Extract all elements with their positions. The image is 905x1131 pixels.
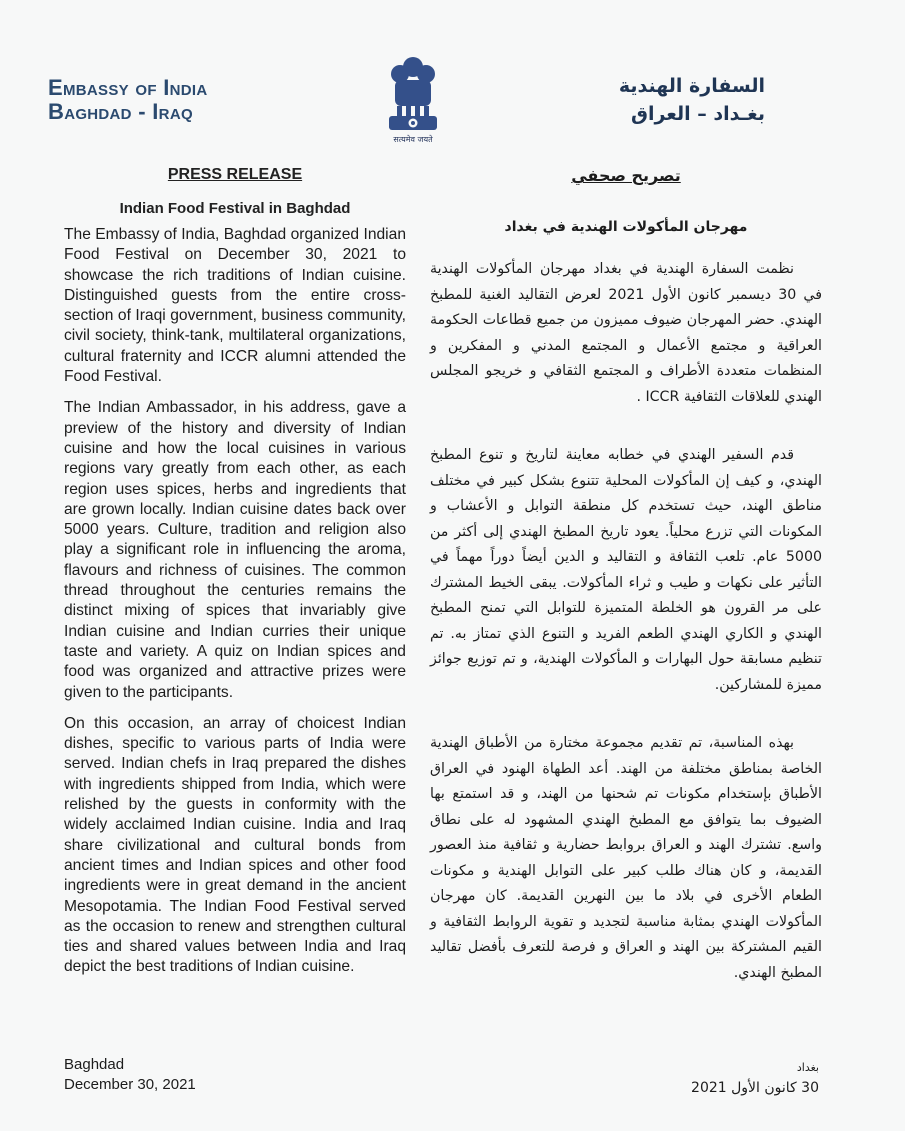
press-release-title-arabic: تصريح صحفي [571,166,681,185]
body-paragraph-arabic: نظمت السفارة الهندية في بغداد مهرجان المأكولات الهندية في 30 ديسمبر كانون الأول 2021 لعرض التقاليد الغنية للمطبخ الهندي. حضر المهرجان ضيوف مميزون من جميع قطاعات الحكومة العراقية و مجتمع الأعمال و المجتمع المدني و المفكرين و المنظمات متعددة الأطراف و المجتمع الثقافي و خريجو المجلس الهندي للعلاقات الثقافية ICCR . [430,261,822,405]
date: December 30, 2021 [64,1076,196,1093]
english-column [64,166,406,989]
press-release-subtitle: Indian Food Festival in Baghdad [119,200,351,217]
date-arabic: 30 كانون الأول 2021 [691,1080,819,1096]
body-paragraph-arabic: بهذه المناسبة، تم تقديم مجموعة مختارة من الأطباق الهندية الخاصة بمناطق مختلفة من الهند. أعد الطهاة الهنود في العراق الأطباق بإستخدام مكونات تم شحنها من الهند، و قد استمتع بها الضيوف بما يتوافق مع المطبخ الهندي المشهود له على نطاق واسع. تشترك الهند و العراق بروابط حضارية و ثقافية منذ العصور القديمة، و كان هناك طلب كبير على التوابل الهندية و مكونات الطعام الأخرى في بلاد ما بين النهرين القديمة. كان مهرجان المأكولات الهندي بمثابة مناسبة لتجديد و تقوية الروابط الثقافية و القيم المشتركة بين الهند و العراق و فرصة للتعرف بأفضل تقاليد المطبخ الهندي. [430,735,822,981]
embassy-location-arabic: بغـداد – العراق [630,103,765,125]
emblem-motto: सत्यमेव जयते [393,135,433,144]
place: Baghdad [64,1056,125,1073]
letterhead-arabic [619,72,765,128]
signature-block [64,1055,196,1095]
body-paragraph-arabic: قدم السفير الهندي في خطابه معاينة لتاريخ و تنوع المطبخ الهندي، و كيف إن المأكولات المحلية تتنوع بشكل كبير في مختلف مناطق الهند، حيث تستخدم كل منطقة التوابل و الأعشاب و المكونات التي تزرع محلياً. يعود تاريخ المطبخ الهندي إلى أكثر من 5000 عام. تلعب الثقافة و التقاليد و الدين أيضاً دوراً مهماً في التأثير على نكهات و طيب و ثراء المأكولات. يبقى الخيط المشترك على مر القرون هو الخلطة المتميزة للتوابل التي تمنح المطبخ الهندي و الكاري الهندي الطعم الفريد و التنوع الذي تمتاز به. تم تنظيم مسابقة حول البهارات و المأكولات الهندية، و تم توزيع جوائز مميزة للمشاركين. [430,447,822,693]
signature-block-arabic [691,1058,819,1098]
body-paragraph: The Indian Ambassador, in his address, gave a preview of the history and diversity of Indian cuisine and how the local cuisines in various regions vary greatly from each other, as each region uses spices, herbs and ingredients that are grown locally. Indian cuisine dates back over 5000 years. Culture, tradition and religion also play a significant role in influencing the aroma, flavours and richness of cuisines. The common thread throughout the centuries remains the distinct mixing of spices that invariably give Indian cuisine and Indian curries their unique taste and variety. A quiz on Indian spices and food was organized and attractive prizes were given to the participants. [64,399,406,701]
place-arabic: بغداد [796,1061,819,1074]
press-release-title: PRESS RELEASE [167,166,303,183]
lion-capital-emblem-icon [373,54,453,146]
embassy-name: Embassy of India [48,75,208,100]
embassy-name-arabic: السفارة الهندية [618,75,765,97]
arabic-column [430,166,822,1019]
letterhead-english [48,76,207,124]
body-paragraph: On this occasion, an array of choicest Indian dishes, specific to various parts of India were served. Indian chefs in Iraq prepared the dishes with ingredients shipped from India, which were relished by the guests in conformity with the widely acclaimed Indian cuisine. India and Iraq share civilizational and cultural bonds from ancient times and Indian spices and other food ingredients were in great demand in the ancient Mesopotamia. The Indian Food Festival served as the occasion to renew and strengthen cultural ties and shared values between India and Iraq depict the best traditions of Indian cuisine. [64,714,406,976]
body-paragraph: The Embassy of India, Baghdad organized Indian Food Festival on December 30, 2021 to showcase the rich traditions of Indian cuisine. Distinguished guests from the entire cross-section of Iraqi government, business community, civil society, think-tank, multilateral organizations, cultural fraternity and ICCR alumni attended the Food Festival. [64,226,406,386]
press-release-subtitle-arabic: مهرجان المأكولات الهندية في بغداد [504,219,748,235]
embassy-location: Baghdad - Iraq [48,99,193,124]
